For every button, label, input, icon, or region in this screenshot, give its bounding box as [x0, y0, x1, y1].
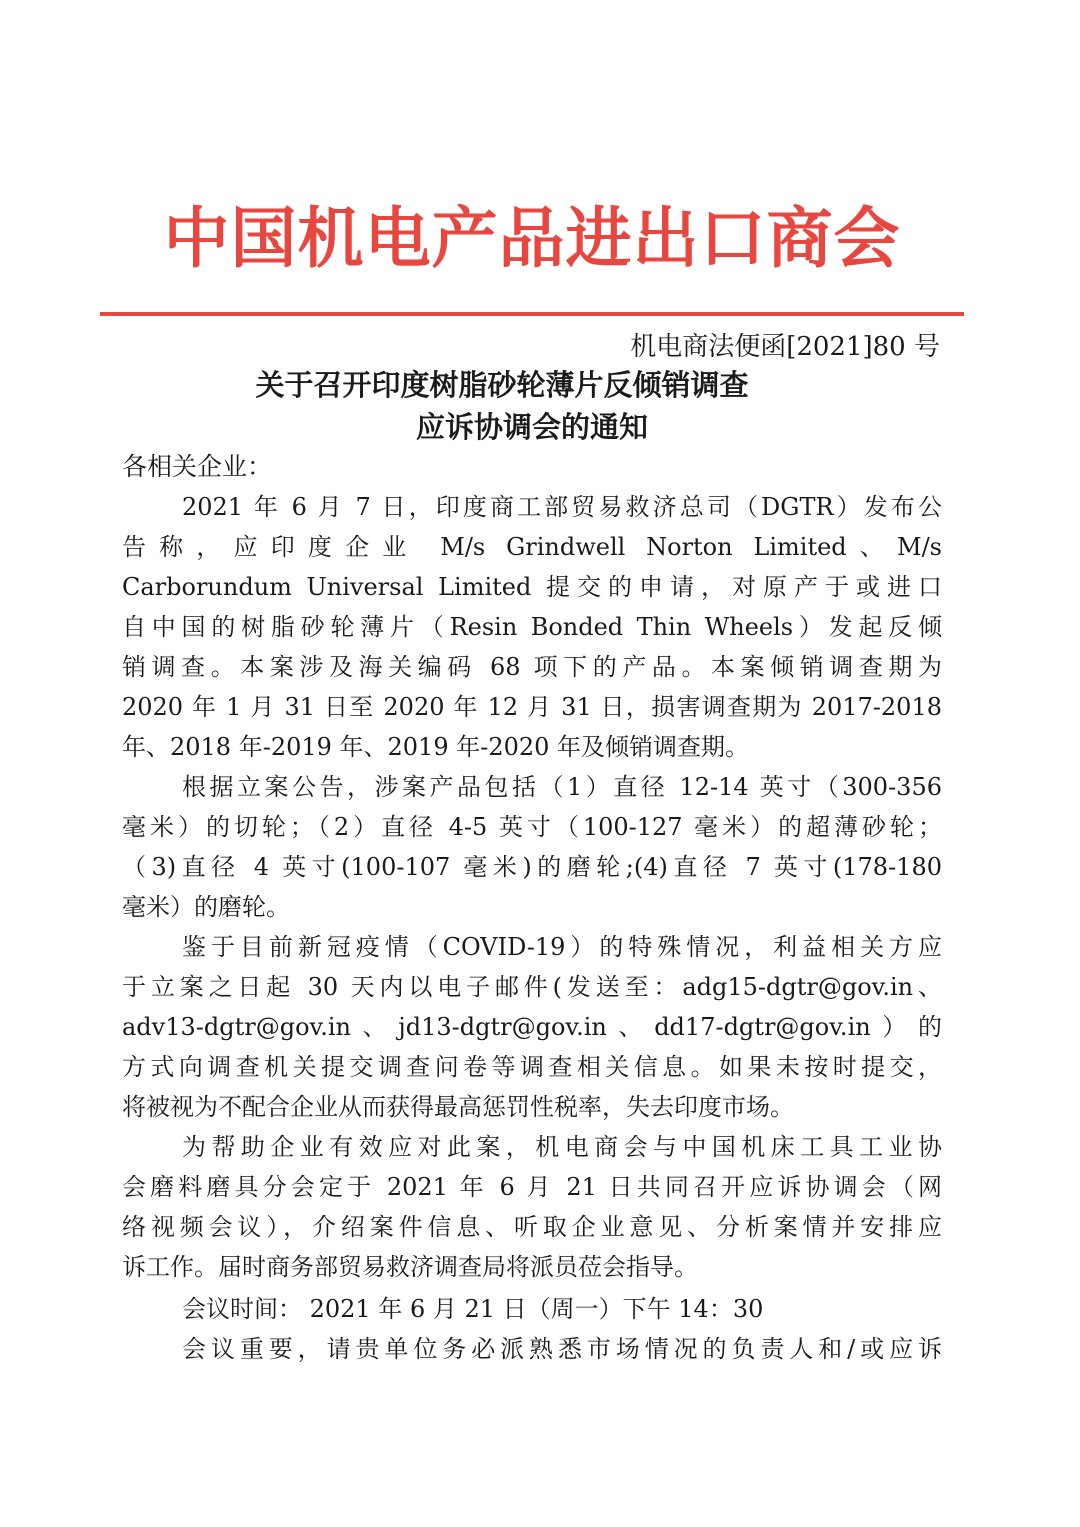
body-line: 于立案之日起 30 天内以电子邮件(发送至：adg15-dgtr@gov.in、: [122, 973, 942, 1001]
body-line: 毫米）的切轮；（2）直径 4-5 英寸（100-127 毫米）的超薄砂轮；: [122, 813, 942, 841]
body-line: 络视频会议），介绍案件信息、听取企业意见、分析案情并安排应: [122, 1213, 942, 1241]
organization-header: 中国机电产品进出口商会: [163, 199, 901, 277]
body-line: 毫米）的磨轮。: [122, 893, 290, 921]
header-divider: [100, 312, 964, 316]
body-line: 2021 年 6 月 7 日，印度商工部贸易救济总司（DGTR）发布公: [182, 493, 942, 521]
body-line: 2020 年 1 月 31 日至 2020 年 12 月 31 日，损害调查期为 2017-2018: [122, 693, 942, 721]
body-line: 为帮助企业有效应对此案，机电商会与中国机床工具工业协: [182, 1133, 942, 1161]
body-line: 告称，应印度企业 M/s Grindwell Norton Limited、M/s: [122, 533, 942, 561]
body-line: 年、2018 年-2019 年、2019 年-2020 年及倾销调查期。: [122, 733, 750, 761]
body-line: 将被视为不配合企业从而获得最高惩罚性税率，失去印度市场。: [122, 1093, 794, 1121]
body-line: 会议重要，请贵单位务必派熟悉市场情况的负责人和/或应诉: [182, 1335, 942, 1363]
body-line: 根据立案公告，涉案产品包括（1）直径 12-14 英寸（300-356: [182, 773, 942, 801]
document-title-line-1: 关于召开印度树脂砂轮薄片反倾销调查: [255, 368, 749, 402]
body-line: Carborundum Universal Limited 提交的申请，对原产于或进口: [122, 573, 942, 601]
body-line: 鉴于目前新冠疫情（COVID-19）的特殊情况，利益相关方应: [182, 933, 942, 961]
salutation: 各相关企业：: [122, 452, 273, 481]
body-line: 诉工作。届时商务部贸易救济调查局将派员莅会指导。: [122, 1253, 698, 1281]
meeting-time-line: 会议时间： 2021 年 6 月 21 日（周一）下午 14：30: [182, 1295, 764, 1323]
body-line: 销调查。本案涉及海关编码 68 项下的产品。本案倾销调查期为: [122, 653, 942, 681]
body-line: 方式向调查机关提交调查问卷等调查相关信息。如果未按时提交，: [122, 1053, 942, 1081]
document-number: 机电商法便函[2021]80 号: [630, 332, 940, 362]
body-line: （3)直径 4 英寸(100-107 毫米)的磨轮;(4)直径 7 英寸(178-180: [122, 853, 942, 881]
body-line: 自中国的树脂砂轮薄片（Resin Bonded Thin Wheels）发起反倾: [122, 613, 942, 641]
body-line: 会磨料磨具分会定于 2021 年 6 月 21 日共同召开应诉协调会（网: [122, 1173, 942, 1201]
document-title-line-2: 应诉协调会的通知: [415, 410, 648, 444]
body-line: adv13-dgtr@gov.in、jd13-dgtr@gov.in、dd17-dgtr@gov.in）的: [122, 1013, 942, 1041]
